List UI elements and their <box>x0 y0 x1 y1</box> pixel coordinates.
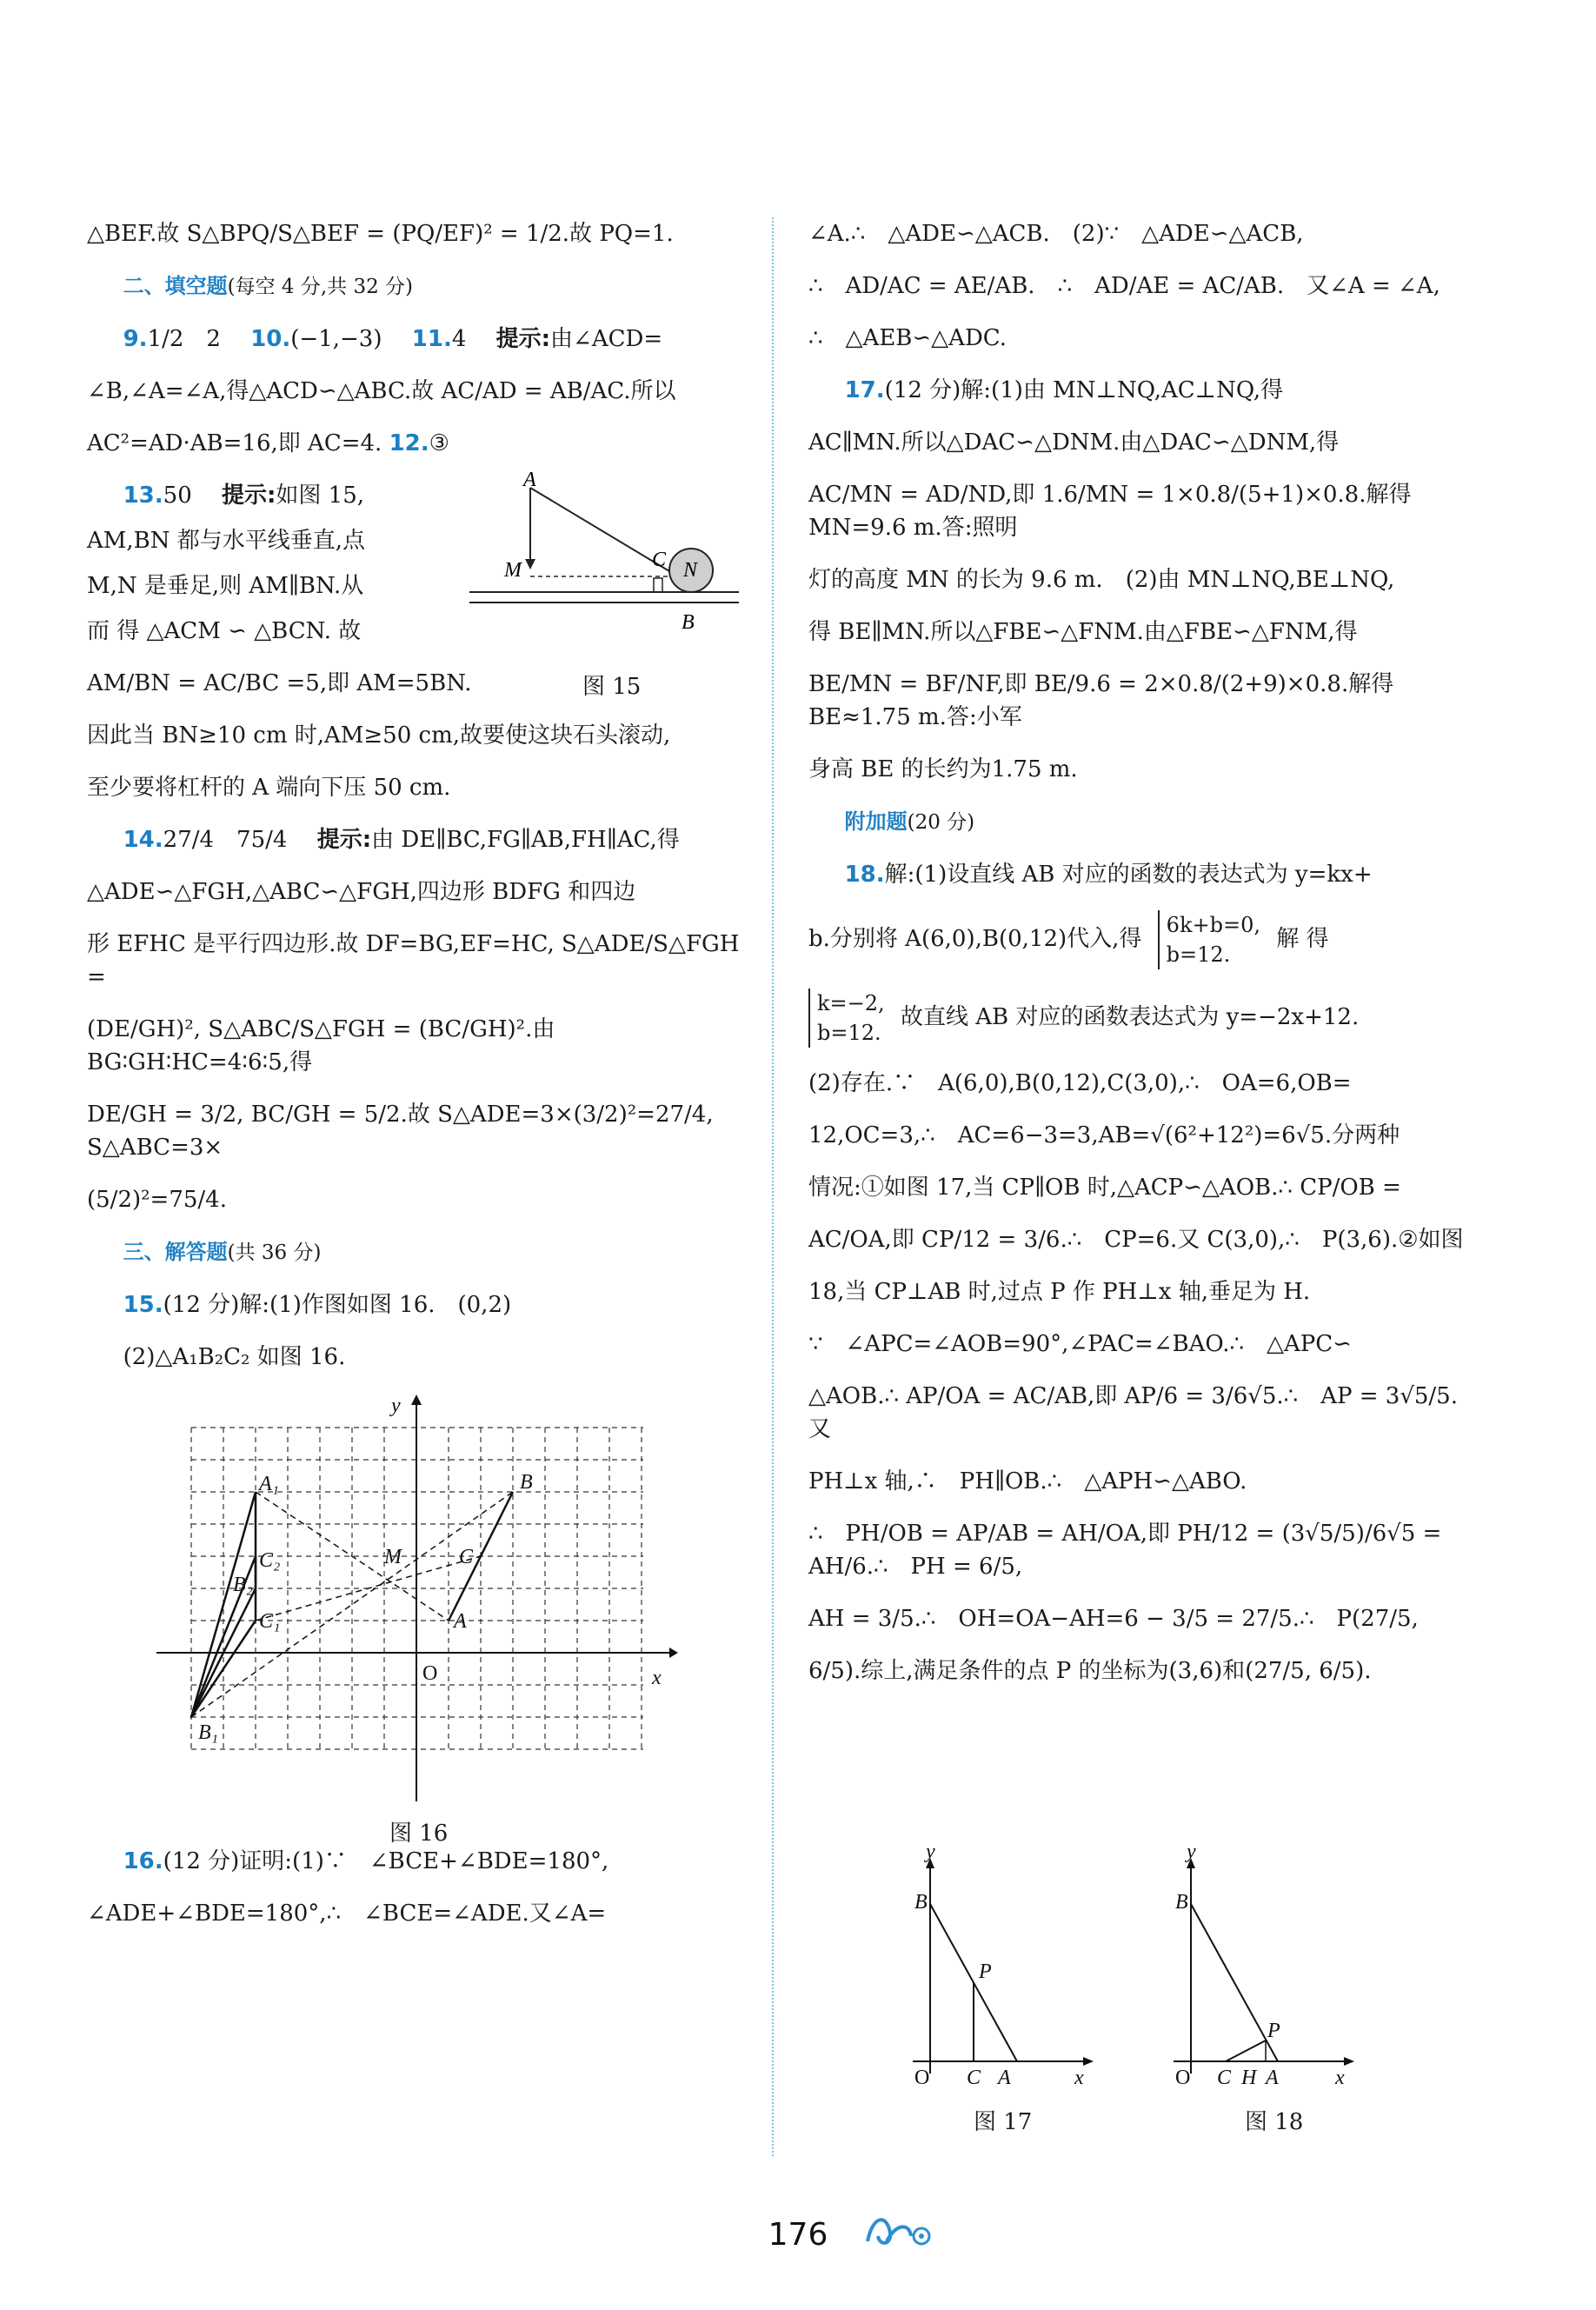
section-title: 三、解答题 <box>123 1240 228 1264</box>
svg-text:M: M <box>384 1546 402 1568</box>
svg-text:O: O <box>1175 2067 1191 2089</box>
q18-line8: 18,当 CP⊥AB 时,过点 P 作 PH⊥x 轴,垂足为 H. <box>808 1279 1311 1305</box>
q13-line3: M,N 是垂足,则 AM∥BN.从 <box>87 573 364 599</box>
q14-line6: (5/2)²=75/4. <box>87 1187 227 1213</box>
q18-line7: AC/OA,即 CP/12 = 3/6.∴ CP=6.又 C(3,0),∴ P(3,6).②如图 <box>808 1227 1464 1253</box>
equation: b=12. <box>817 1021 881 1045</box>
svg-text:y: y <box>391 1395 401 1417</box>
svg-text:x: x <box>1074 2067 1084 2089</box>
page-number: 176 <box>768 2217 828 2253</box>
q16-text: (12 分)证明:(1)∵ ∠BCE+∠BDE=180°, <box>163 1848 609 1874</box>
svg-text:A₁: A₁ <box>259 1473 280 1495</box>
figure-18 <box>1174 1841 1365 2089</box>
q17-line4: 灯的高度 MN 的长为 9.6 m. (2)由 MN⊥NQ,BE⊥NQ, <box>808 567 1395 593</box>
q13-line5: AM/BN = AC/BC =5,即 AM=5BN. <box>87 670 472 696</box>
figure-18-diagram <box>1174 1841 1365 2089</box>
q9-11 <box>87 323 748 356</box>
svg-text:C₁: C₁ <box>259 1610 281 1633</box>
svg-text:O: O <box>422 1662 438 1685</box>
svg-text:B: B <box>682 611 695 634</box>
right-column <box>808 217 1469 1707</box>
q9-number: 9. <box>123 326 148 352</box>
q18-line11: PH⊥x 轴,∴ PH∥OB.∴ △APH∽△ABO. <box>808 1468 1247 1495</box>
q17-text: (12 分)解:(1)由 MN⊥NQ,AC⊥NQ,得 <box>884 377 1284 403</box>
q11-text: 由∠ACD= <box>550 326 663 352</box>
svg-text:B₂: B₂ <box>233 1574 254 1596</box>
q16-number: 16. <box>123 1848 163 1874</box>
q17-line7: 身高 BE 的长约为1.75 m. <box>808 756 1078 782</box>
q18-line3 <box>808 989 1469 1048</box>
section-note: (共 36 分) <box>227 1242 322 1264</box>
q18-line9: ∵ ∠APC=∠AOB=90°,∠PAC=∠BAO.∴ △APC∽ <box>808 1331 1352 1357</box>
q11-number: 11. <box>411 326 452 352</box>
q17-line1 <box>808 374 1469 407</box>
q10-number: 10. <box>250 326 291 352</box>
q15-line2: (2)△A₁B₂C₂ 如图 16. <box>123 1344 346 1370</box>
q18-text: 解:(1)设直线 AB 对应的函数的表达式为 y=kx+ <box>884 862 1373 888</box>
q18-line6: 情况:①如图 17,当 CP∥OB 时,△ACP∽△AOB.∴ CP/OB = <box>808 1175 1401 1201</box>
section-title: 二、填空题 <box>123 274 228 298</box>
q17-line5: 得 BE∥MN.所以△FBE∽△FNM.由△FBE∽△FNM,得 <box>808 619 1358 645</box>
q18-line13: AH = 3/5.∴ OH=OA−AH=6 − 3/5 = 27/5.∴ P(27/5, <box>808 1606 1419 1632</box>
q9-answer: 1/2 2 <box>147 326 221 352</box>
para-q8-end: △BEF.故 S△BPQ/S△BEF = (PQ/EF)² = 1/2.故 PQ=1. <box>87 221 674 247</box>
q16-line2: ∠ADE+∠BDE=180°,∴ ∠BCE=∠ADE.又∠A= <box>87 1901 607 1927</box>
q14-text: 由 DE∥BC,FG∥AB,FH∥AC,得 <box>371 827 680 853</box>
q16-cont-1: ∠A.∴ △ADE∽△ACB. (2)∵ △ADE∽△ACB, <box>808 221 1304 247</box>
swirl-logo-icon <box>861 2207 939 2253</box>
svg-text:P: P <box>1267 2020 1280 2042</box>
q13-answer: 50 <box>163 483 192 509</box>
svg-text:O: O <box>914 2067 930 2089</box>
q16-cont-3: ∴ △AEB∽△ADC. <box>808 325 1007 351</box>
q18-sub: b.分别将 A(6,0),B(0,12)代入,得 <box>808 926 1142 952</box>
tip-label: 提示: <box>316 827 372 853</box>
svg-text:P: P <box>979 1961 992 1983</box>
q18-line5: 12,OC=3,∴ AC=6−3=3,AB=√(6²+12²)=6√5.分两种 <box>808 1122 1400 1148</box>
svg-text:A: A <box>454 1610 467 1633</box>
tip-label: 提示: <box>222 483 276 509</box>
svg-text:H: H <box>1241 2067 1257 2089</box>
figure-17 <box>913 1841 1104 2089</box>
svg-text:A: A <box>523 469 536 491</box>
equation-system-2 <box>808 989 885 1048</box>
svg-text:C: C <box>652 549 667 571</box>
q15-text: (12 分)解:(1)作图如图 16. (0,2) <box>163 1292 512 1318</box>
svg-text:N: N <box>683 559 698 582</box>
q17-line3: AC/MN = AD/ND,即 1.6/MN = 1×0.8/(5+1)×0.8.解得 MN=9.6 m.答:照明 <box>808 482 1412 541</box>
q14-answer: 27/4 75/4 <box>163 827 288 853</box>
svg-text:B: B <box>520 1471 533 1494</box>
q18-result: 故直线 AB 对应的函数表达式为 y=−2x+12. <box>900 1004 1360 1030</box>
column-divider <box>772 217 774 2156</box>
q13-number: 13. <box>123 483 163 509</box>
equation: b=12. <box>1166 942 1231 967</box>
q11-answer: 4 <box>451 326 467 352</box>
q13-line1 <box>87 479 452 512</box>
q15-line1 <box>87 1288 748 1321</box>
figure-15-diagram <box>461 469 748 679</box>
figure-18-caption: 图 18 <box>1245 2109 1304 2135</box>
svg-text:A: A <box>998 2067 1011 2089</box>
svg-text:A: A <box>1266 2067 1279 2089</box>
left-column <box>87 217 748 1949</box>
q14-line4: (DE/GH)², S△ABC/S△FGH = (BC/GH)².由 BG∶GH∶HC=4∶6∶5,得 <box>87 1016 555 1075</box>
q12-answer: ③ <box>429 430 449 456</box>
svg-text:C: C <box>1217 2067 1232 2089</box>
equation-system-1 <box>1158 910 1260 969</box>
q18-number: 18. <box>844 862 885 888</box>
q11-result: AC²=AD·AB=16,即 AC=4. <box>87 430 382 456</box>
q10-answer: (−1,−3) <box>290 326 382 352</box>
q12-number: 12. <box>389 430 429 456</box>
section-extra <box>808 805 1469 839</box>
section-title: 附加题 <box>844 809 908 834</box>
q18-line12: ∴ PH/OB = AP/AB = AH/OA,即 PH/12 = (3√5/5)/6√5 = AH/6.∴ PH = 6/5, <box>808 1521 1442 1580</box>
figure-17-caption: 图 17 <box>974 2109 1033 2135</box>
q13-text: 如图 15, <box>276 483 365 509</box>
svg-text:B: B <box>1175 1891 1188 1914</box>
svg-text:y: y <box>926 1841 935 1863</box>
q17-number: 17. <box>844 377 885 403</box>
q18-line10: △AOB.∴ AP/OA = AC/AB,即 AP/6 = 3/6√5.∴ AP = 3√5/5.又 <box>808 1383 1458 1442</box>
figure-16 <box>156 1393 748 1845</box>
q14-line3: 形 EFHC 是平行四边形.故 DF=BG,EF=HC, S△ADE/S△FGH = <box>87 931 740 990</box>
q14-number: 14. <box>123 827 163 853</box>
section-fill-in <box>87 270 748 303</box>
svg-text:x: x <box>1335 2067 1345 2089</box>
q18-line4: (2)存在.∵ A(6,0),B(0,12),C(3,0),∴ OA=6,OB= <box>808 1070 1352 1096</box>
q13-line4: 而 得 △ACM ∽ △BCN. 故 <box>87 618 362 644</box>
svg-text:C: C <box>459 1546 474 1568</box>
figure-15-caption: 图 15 <box>582 674 642 700</box>
figure-17-diagram <box>913 1841 1104 2089</box>
q13-line2: AM,BN 都与水平线垂直,点 <box>87 528 366 554</box>
section-note: (每空 4 分,共 32 分) <box>227 276 413 298</box>
q18-line1 <box>808 858 1469 891</box>
figure-16-caption: 图 16 <box>389 1821 449 1847</box>
q13-line7: 至少要将杠杆的 A 端向下压 50 cm. <box>87 775 451 801</box>
q16-cont-2: ∴ AD/AC = AE/AB. ∴ AD/AE = AC/AB. 又∠A = ∠A, <box>808 273 1440 299</box>
q14-line5: DE/GH = 3/2, BC/GH = 5/2.故 S△ADE=3×(3/2)²=27/4, S△ABC=3× <box>87 1102 714 1161</box>
q11-line2: ∠B,∠A=∠A,得△ACD∽△ABC.故 AC/AD = AB/AC.所以 <box>87 378 676 404</box>
equation: k=−2, <box>817 991 885 1015</box>
q18-solve: 解 得 <box>1276 926 1329 952</box>
tip-label: 提示: <box>495 326 551 352</box>
svg-text:B₁: B₁ <box>198 1721 219 1744</box>
q18-line2 <box>808 910 1469 969</box>
section-answers <box>87 1235 748 1269</box>
q17-line6: BE/MN = BF/NF,即 BE/9.6 = 2×0.8/(2+9)×0.8.解得 BE≈1.75 m.答:小军 <box>808 671 1394 730</box>
svg-text:C₂: C₂ <box>259 1549 281 1572</box>
svg-text:y: y <box>1187 1841 1196 1863</box>
svg-text:C: C <box>967 2067 981 2089</box>
q17-line2: AC∥MN.所以△DAC∽△DNM.由△DAC∽△DNM,得 <box>808 429 1340 456</box>
equation: 6k+b=0, <box>1166 913 1260 937</box>
q13-line6: 因此当 BN≥10 cm 时,AM≥50 cm,故要使这块石头滚动, <box>87 722 671 749</box>
section-note: (20 分) <box>907 811 975 834</box>
q14-line1 <box>87 823 748 856</box>
q14-line2: △ADE∽△FGH,△ABC∽△FGH,四边形 BDFG 和四边 <box>87 879 636 905</box>
q15-number: 15. <box>123 1292 163 1318</box>
svg-text:M: M <box>504 559 522 582</box>
q18-line14: 6/5).综上,满足条件的点 P 的坐标为(3,6)和(27/5, 6/5). <box>808 1658 1372 1684</box>
svg-text:x: x <box>652 1667 662 1689</box>
svg-text:B: B <box>914 1891 928 1914</box>
figure-15 <box>461 469 748 700</box>
q11-12-line <box>87 427 748 460</box>
figure-16-diagram <box>156 1393 678 1810</box>
